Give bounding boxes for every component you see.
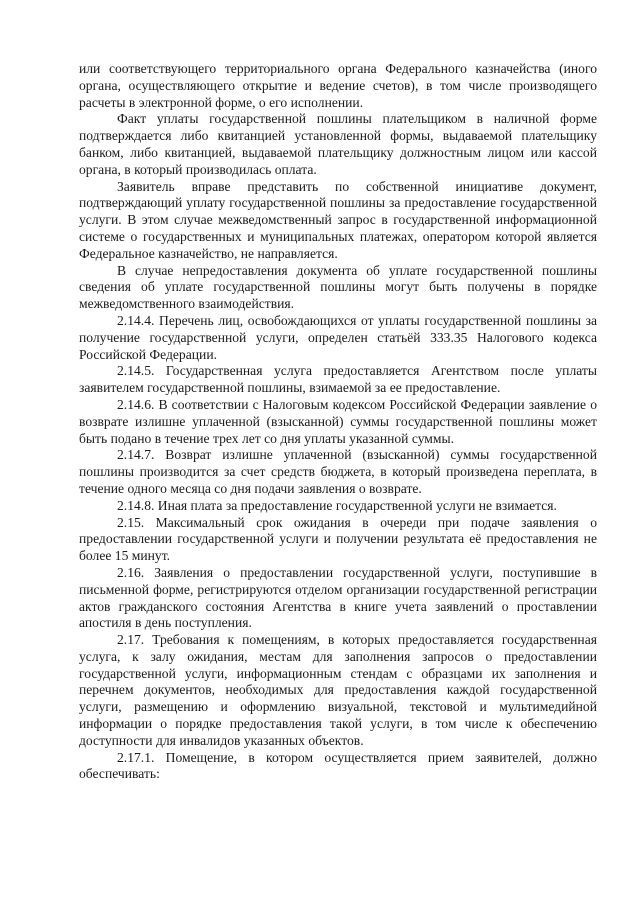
paragraph-2-17-1: 2.17.1. Помещение, в котором осуществляется прием заявителей, должно обеспечивать: bbox=[79, 749, 597, 782]
paragraph-2-14-5: 2.14.5. Государственная услуга предоставляется Агентством после уплаты заявителем государственной пошлины, взимаемой за ее предоставление. bbox=[79, 363, 597, 396]
paragraph-2-14-8: 2.14.8. Иная плата за предоставление государственной услуги не взимается. bbox=[117, 497, 557, 513]
paragraph-2-14-4: 2.14.4. Перечень лиц, освобождающихся от уплаты государственной пошлины за получение государственной услуги, определен статьёй 333.35 Налогового кодекса Российской Федерации. bbox=[79, 312, 597, 362]
paragraph-2-16: 2.16. Заявления о предоставлении государственной услуги, поступившие в письменной форме, регистрируются отделом организации государственной регистрации актов гражданского состояния Агентства в книге учета заявлений о проставлении апостиля в день поступления. bbox=[79, 564, 597, 631]
paragraph-interagency-cooperation: В случае непредоставления документа об уплате государственной пошлины сведения об уплате государственной пошлины могут быть получены в порядке межведомственного взаимодействия. bbox=[79, 262, 597, 312]
paragraph-2-15: 2.15. Максимальный срок ожидания в очереди при подаче заявления о предоставлении государственной услуги и получении результата её предоставления не более 15 минут. bbox=[79, 514, 597, 564]
paragraph-applicant-initiative: Заявитель вправе представить по собственной инициативе документ, подтверждающий уплату государственной пошлины за предоставление государственной услуги. В этом случае межведомственный запрос в государственной информационной системе о государственных и муниципальных платежах, оператором которой является Федеральное казначейство, не направляется. bbox=[79, 178, 597, 261]
document-page bbox=[79, 61, 597, 783]
paragraph-2-17: 2.17. Требования к помещениям, в которых предоставляется государственная услуга, к залу ожидания, местам для заполнения запросов о предоставлении государственной услуги, информационным стендам с образцами их заполнения и перечнем документов, необходимых для предоставления каждой государственной услуги, размещению и оформлению визуальной, текстовой и мультимедийной информации о порядке предоставления такой услуги, в том числе к обеспечению доступности для инвалидов указанных объектов. bbox=[79, 632, 597, 748]
paragraph-treasury-execution: или соответствующего территориального органа Федерального казначейства (иного органа, осуществляющего открытие и ведение счетов), в том числе производящего расчеты в электронной форме, о его исполнении. bbox=[79, 61, 597, 110]
paragraph-2-14-6: 2.14.6. В соответствии с Налоговым кодексом Российской Федерации заявление о возврате излишне уплаченной (взысканной) суммы государственной пошлины может быть подано в течение трех лет со дня уплаты указанной суммы. bbox=[79, 396, 597, 446]
paragraph-2-14-7: 2.14.7. Возврат излишне уплаченной (взысканной) суммы государственной пошлины производится за счет средств бюджета, в который произведена переплата, в течение одного месяца со дня подачи заявления о возврате. bbox=[79, 447, 597, 496]
paragraph-cash-payment-confirmation: Факт уплаты государственной пошлины плательщиком в наличной форме подтверждается либо квитанцией установленной формы, выдаваемой плательщику банком, либо квитанцией, выдаваемой плательщику должностным лицом или кассой органа, в который производилась оплата. bbox=[79, 111, 597, 177]
